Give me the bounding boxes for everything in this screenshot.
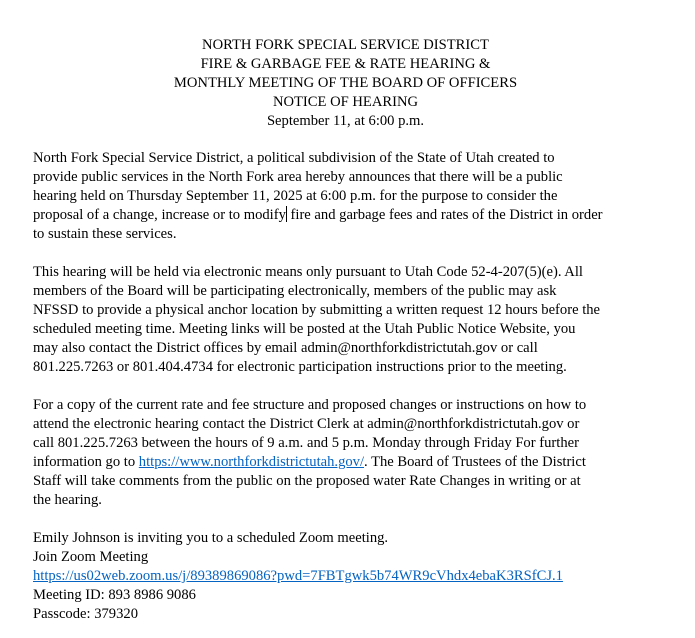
text-line: provide public services in the North Fork area hereby announces that there will be a public xyxy=(33,169,563,185)
text-line: NFSSD to provide a physical anchor location by submitting a written request 12 hours before the xyxy=(33,302,601,318)
district-title: NORTH FORK SPECIAL SERVICE DISTRICT xyxy=(202,37,489,53)
zoom-info xyxy=(33,529,659,624)
hearing-date: September 11, at 6:00 p.m. xyxy=(266,113,425,129)
text-segment: . The Board of Trustees of the District xyxy=(364,454,586,470)
notice-header xyxy=(33,36,658,131)
text-line: members of the Board will be participating electronically, members of the public may ask xyxy=(33,283,557,299)
document-body xyxy=(33,36,663,624)
text-line: the hearing. xyxy=(33,492,102,508)
hearing-title: FIRE & GARBAGE FEE & RATE HEARING & xyxy=(200,56,491,72)
zoom-meeting-id: Meeting ID: 893 8986 9086 xyxy=(33,587,196,603)
zoom-join-label: Join Zoom Meeting xyxy=(33,549,149,565)
text-line: 801.225.7263 or 801.404.4734 for electronic participation instructions prior to the meeting. xyxy=(33,359,567,375)
text-line: scheduled meeting time. Meeting links will be posted at the Utah Public Notice Website, you xyxy=(33,321,576,337)
text-line: to sustain these services. xyxy=(33,226,177,242)
text-line: For a copy of the current rate and fee structure and proposed changes or instructions on how to xyxy=(33,397,587,413)
zoom-invite-text: Emily Johnson is inviting you to a scheduled Zoom meeting. xyxy=(33,530,389,546)
text-line: call 801.225.7263 between the hours of 9 a.m. and 5 p.m. Monday through Friday For further xyxy=(33,435,579,451)
text-line: Staff will take comments from the public on the proposed water Rate Changes in writing or at xyxy=(33,473,581,489)
text-line xyxy=(33,206,659,225)
text-segment: information go to xyxy=(33,454,139,470)
electronic-means-paragraph xyxy=(33,263,659,377)
text-line: attend the electronic hearing contact the District Clerk at admin@northforkdistrictutah.gov or xyxy=(33,416,580,432)
rate-info-paragraph xyxy=(33,396,651,510)
zoom-passcode: Passcode: 379320 xyxy=(33,606,138,622)
text-line: This hearing will be held via electronic means only pursuant to Utah Code 52-4-207(5)(e). All xyxy=(33,264,583,280)
text-line: hearing held on Thursday September 11, 2025 at 6:00 p.m. for the purpose to consider the xyxy=(33,188,558,204)
text-segment: proposal of a change, increase or to modify xyxy=(33,207,286,223)
announcement-paragraph xyxy=(33,149,659,244)
text-segment: fire and garbage fees and rates of the District in order xyxy=(286,207,603,223)
district-website-link[interactable]: https://www.northforkdistrictutah.gov/ xyxy=(138,454,365,470)
text-line: may also contact the District offices by email admin@northforkdistrictutah.gov or call xyxy=(33,340,538,356)
text-line: North Fork Special Service District, a political subdivision of the State of Utah created to xyxy=(33,150,555,166)
notice-title: NOTICE OF HEARING xyxy=(272,94,419,110)
meeting-title: MONTHLY MEETING OF THE BOARD OF OFFICERS xyxy=(173,75,518,91)
text-line xyxy=(33,453,651,472)
zoom-link-line xyxy=(33,567,659,586)
zoom-meeting-link[interactable]: https://us02web.zoom.us/j/89389869086?pwd=7FBTgwk5b74WR9cVhdx4ebaK3RSfCJ.1 xyxy=(33,568,563,584)
